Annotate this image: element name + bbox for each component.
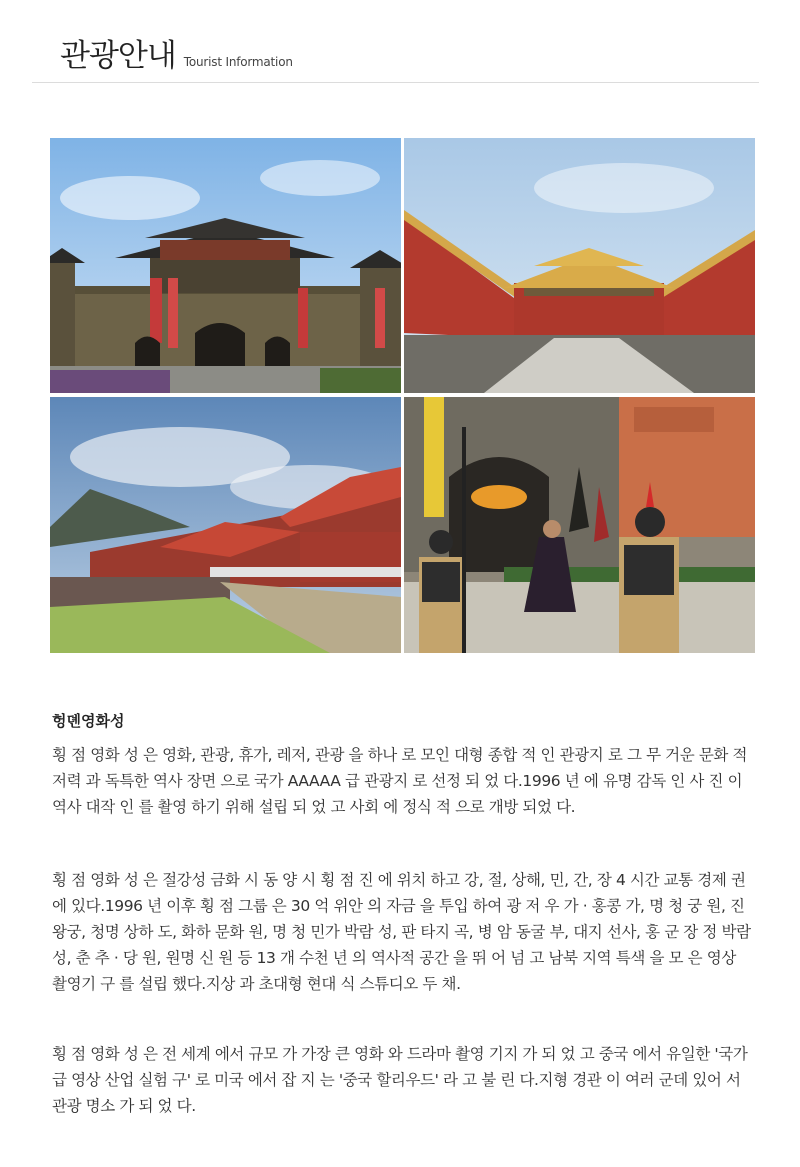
section-title: 헝뎬영화성 [52, 712, 125, 730]
photo-soldiers-performance [404, 397, 755, 653]
page-title: 관광안내 [60, 38, 176, 74]
page-header [60, 30, 293, 75]
paragraph-2: 횡 점 영화 성 은 절강성 금화 시 동 양 시 횡 점 진 에 위치 하고 강, 절, 상해, 민, 간, 장 4 시간 교통 경제 권 에 있다.1996 년 이후 횡 점 그룹 은 30 억 위안 의 자금 을 투입 하여 광 저 우 가 · 홍콩 가, 명 청 궁 원, 진 왕궁, 청명 상하 도, 화하 문화 원, 명 청 민가 박람 성, 판 타지 곡, 병 암 동굴 부, 대지 선사, 홍 군 장 정 박람 성, 춘 추 · 당 원, 원명 신 원 등 13 개 수천 년 의 역사적 공간 을 뛰 어 넘 고 남북 지역 특색 을 모 은 영상 촬영기 구 를 설립 했다.지상 과 초대형 현대 식 스튜디오 두 채. [52, 871, 751, 993]
paragraph-1: 횡 점 영화 성 은 영화, 관광, 휴가, 레저, 관광 을 하나 로 모인 대형 종합 적 인 관광지 로 그 무 거운 문화 적 저력 과 독특한 역사 장면 으로 국가 AAAAA 급 관광지 로 선정 되 었 다.1996 년 에 유명 감독 인 사 진 이 역사 대작 인 를 촬영 하기 위해 설립 되 었 고 사회 에 정식 적 으로 개방 되었 다. [52, 746, 748, 816]
photo-fortress-gate [50, 138, 401, 393]
header-divider [32, 82, 759, 83]
page-subtitle: Tourist Information [183, 55, 293, 69]
paragraph-3: 횡 점 영화 성 은 전 세계 에서 규모 가 가장 큰 영화 와 드라마 촬영 기지 가 되 었 고 중국 에서 유일한 '국가 급 영상 산업 실험 구' 로 미국 에서 잡 지 는 '중국 할리우드' 라 고 불 린 다.지형 경관 이 여러 군데 있어 서 관광 명소 가 되 었 다. [52, 1045, 748, 1115]
photo-palace-courtyard [404, 138, 755, 393]
photo-palace-complex [50, 397, 401, 653]
